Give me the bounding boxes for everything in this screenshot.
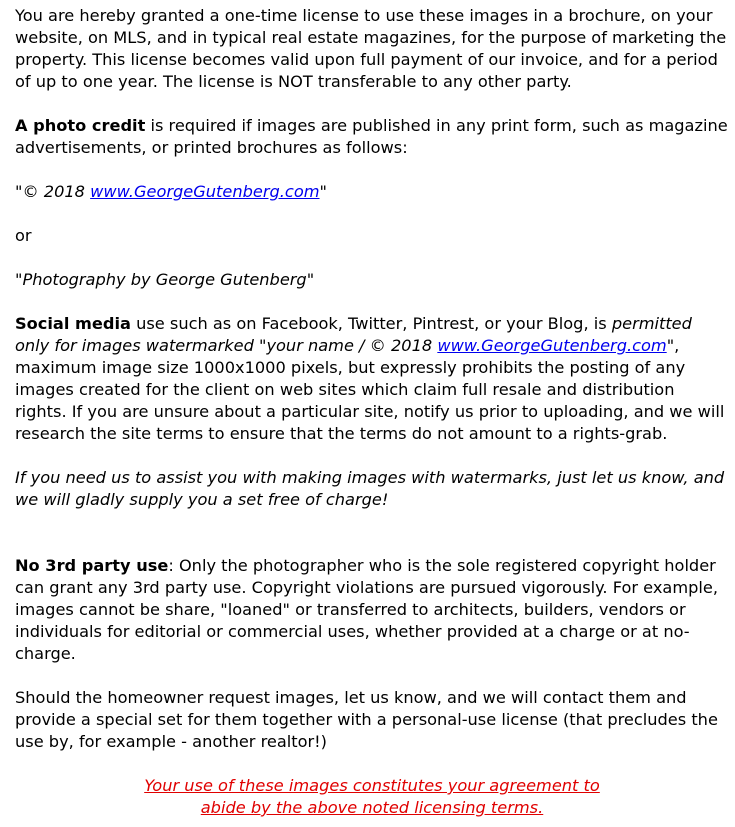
watermark-website-link[interactable]: www.GeorgeGutenberg.com [437, 336, 667, 355]
social-media-heading: Social media [15, 314, 131, 333]
third-party-paragraph [15, 555, 729, 665]
agreement-footer [15, 775, 729, 819]
social-media-text-2: , maximum image size 1000x1000 pixels, but expressly prohibits the posting of any images created for the client on web sites which claim full resale and distribution rights. If you are unsure about a particular site, notify us prior to uploading, and we will research the site terms to ensure that the terms do not amount to a rights-grab. [15, 336, 725, 443]
watermark-note [15, 467, 729, 511]
credit-website-link[interactable]: www.GeorgeGutenberg.com [90, 182, 320, 201]
agreement-footer-line-1: Your use of these images constitutes your agreement to [144, 776, 600, 795]
homeowner-paragraph: Should the homeowner request images, let us know, and we will contact them and provide a special set for them together with a personal-use license (that precludes the use by, for example - another realtor!) [15, 688, 718, 751]
credit-option-1 [15, 181, 729, 203]
social-media-italic-1: permitted only for images watermarked "your name / © 2018 [15, 314, 692, 355]
credit-option-2-text: "Photography by George Gutenberg" [15, 270, 315, 289]
watermark-note-text: If you need us to assist you with making images with watermarks, just let us know, and we will gladly supply you a set free of charge! [15, 468, 725, 509]
credit-option-1-prefix: "© 2018 [15, 182, 91, 201]
photo-credit-text: is required if images are published in any print form, such as magazine advertisements, or printed brochures as follows: [15, 116, 728, 157]
third-party-text: : Only the photographer who is the sole registered copyright holder can grant any 3rd party use. Copyright violations are pursued vigorously. For example, images cannot be share, "loaned" or transferred to architects, builders, vendors or individuals for editorial or commercial uses, whether provided at a charge or at no-charge. [15, 556, 718, 663]
social-media-italic-2: " [666, 336, 675, 355]
credit-option-1-suffix: " [319, 182, 327, 201]
third-party-heading: No 3rd party use [15, 556, 169, 575]
photo-credit-paragraph [15, 115, 729, 159]
or-label: or [15, 226, 32, 245]
credit-option-2 [15, 269, 729, 291]
agreement-footer-line-2: abide by the above noted licensing terms. [200, 798, 544, 817]
license-paragraph: You are hereby granted a one-time license to use these images in a brochure, on your website, on MLS, and in typical real estate magazines, for the purpose of marketing the property. This license becomes valid upon full payment of our invoice, and for a period of up to one year. The license is NOT transferable to any other party. [15, 6, 727, 91]
social-media-text-1: use such as on Facebook, Twitter, Pintrest, or your Blog, is [130, 314, 612, 333]
photo-credit-heading: A photo credit [15, 116, 146, 135]
social-media-paragraph [15, 313, 729, 445]
